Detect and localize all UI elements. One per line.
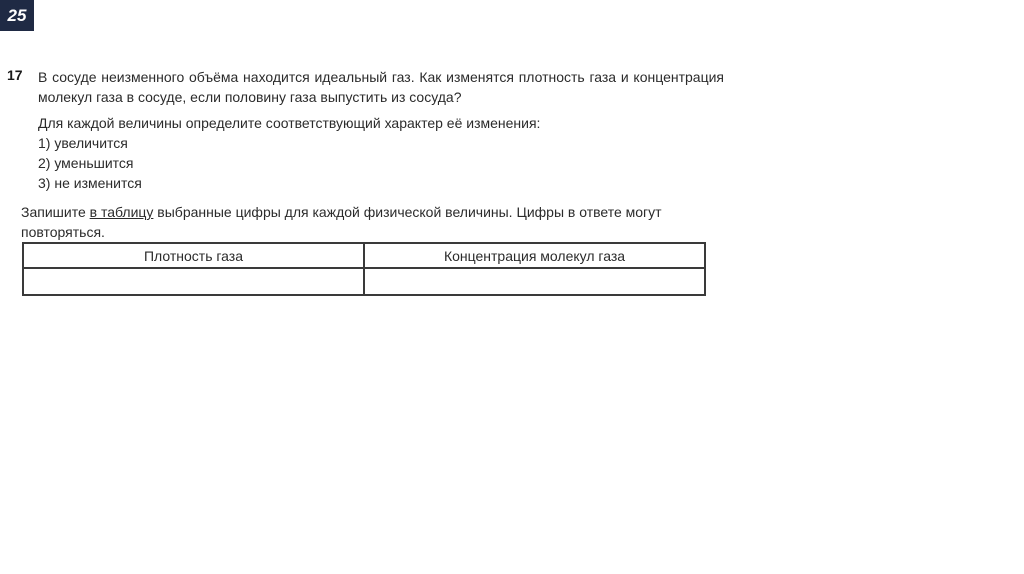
header-gas-density: Плотность газа [23,243,364,268]
slide-number-badge: 25 [0,0,34,31]
task-number: 17 [7,67,23,83]
write-instruction [21,202,721,242]
task-question: В сосуде неизменного объёма находится идеальный газ. Как изменятся плотность газа и концентрация молекул газа в сосуде, если половину газа выпустить из сосуда? [38,69,724,105]
table-header-row [23,243,705,268]
answer-cell-concentration[interactable] [364,268,705,295]
table-link: в таблицу [89,204,154,220]
option-item: 3) не изменится [38,175,142,191]
write-prefix: Запишите [21,204,90,220]
option-item: 2) уменьшится [38,155,134,171]
answer-table [22,242,706,296]
write-suffix: выбранные цифры для каждой физической величины. Цифры в ответе могут повторяться. [21,204,662,240]
header-molecule-concentration: Концентрация молекул газа [364,243,705,268]
instruction-block [38,113,540,193]
table-answer-row [23,268,705,295]
option-item: 1) увеличится [38,135,128,151]
answer-cell-density[interactable] [23,268,364,295]
instruction-text: Для каждой величины определите соответствующий характер её изменения: [38,115,541,131]
